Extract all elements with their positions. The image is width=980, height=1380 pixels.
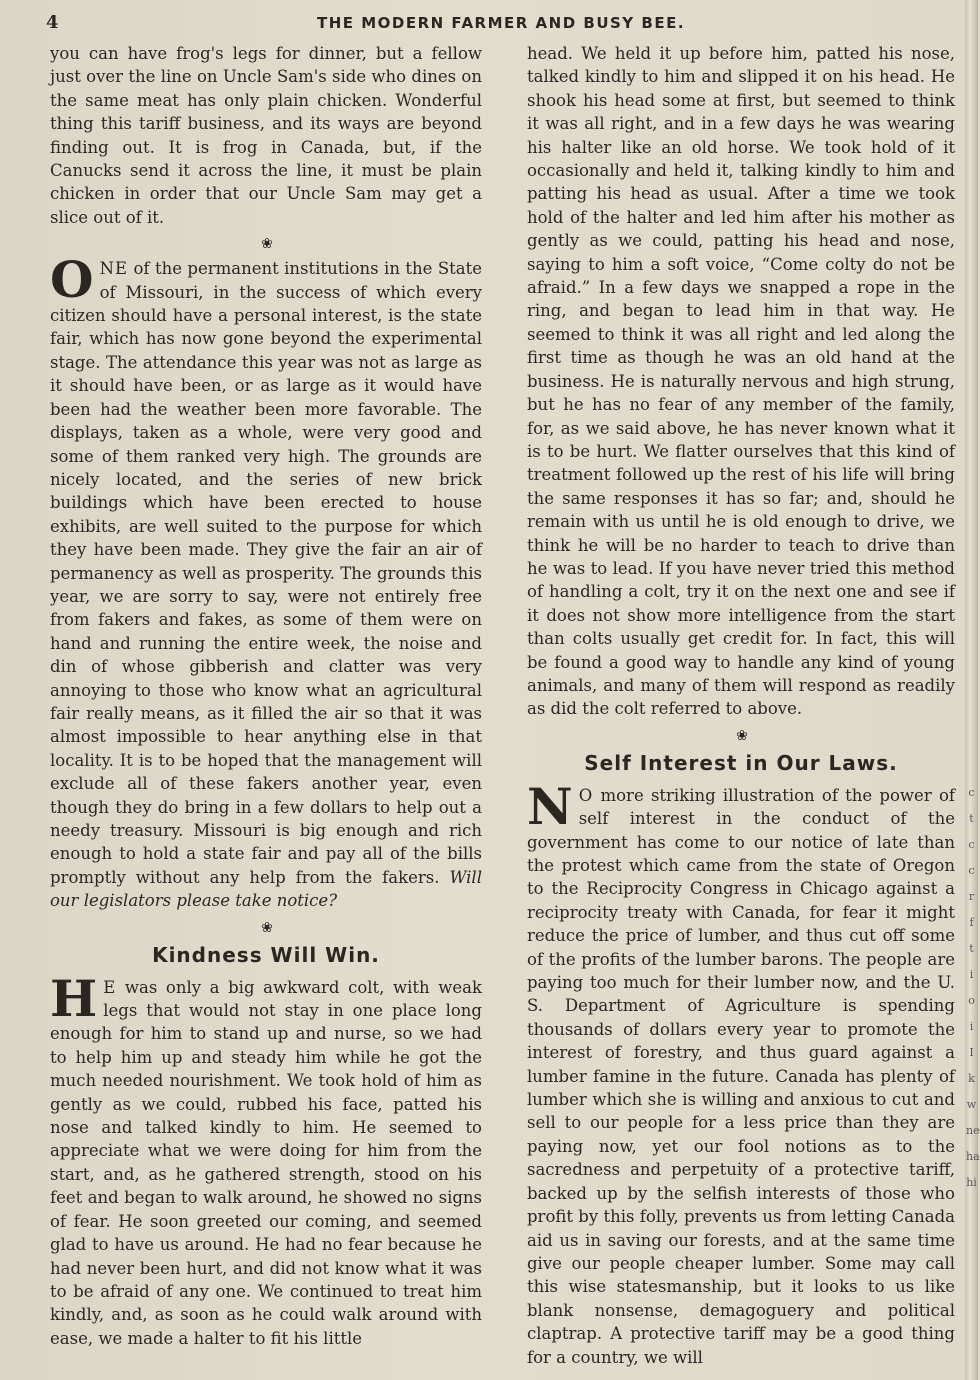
kindness-article xyxy=(50,968,482,1351)
article-body: of the permanent institutions in the State of Missouri, in the success of which every citizen should have a personal interest, is the state fair, which has now gone beyond the experimental stage. The attendance this year was not as large as it should have been, or as large as it would have been had the weather been more favorable. The displays, taken as a whole, were very good and some of them ranked very high. The grounds are nicely located, and the series of new brick buildings which have been erected to house exhibits, are well suited to the purpose for which they have been made. They give the fair an air of permanency as well as prosperity. The grounds this year, we are sorry to say, were not entirely free from fakers and fakes, as some of them were on hand and running the entire week, the noise and din of whose gibberish and clatter was very annoying to those who know what an agricultural fair really means, as it filled the air so that it was almost impossible to hear anything else in that locality. It is to be hoped that the management will exclude all of these fakers another year, even though they do bring in a few dollars to help out a needy treasury. Missouri is big enough and rich enough to hold a state fair and pay all of the bills promptly without any help from the fakers. xyxy=(50,259,482,887)
section-separator-ornament: ❀ xyxy=(261,236,271,253)
binding-spine xyxy=(965,0,978,1380)
left-column xyxy=(50,42,482,1350)
page-header xyxy=(46,12,956,34)
right-column xyxy=(527,42,955,1369)
article-body: more striking illustration of the power of self interest in the conduct of the government has come to our notice of late than the protest which came from the state of Oregon to the Reciprocity Congress in Chicago against a reciprocity treaty with Canada, for fear it might reduce the price of lumber, and thus cut off some of the profits of the lumber barons. The people are paying too much for their lumber now, and the U. S. Department of Agriculture is spending thousands of dollars every year to promote the interest of forestry, and thus guard against a lumber famine in the future. Canada has plenty of lumber which she is willing and anxious to cut and sell to our people for a less price than they are paying now, yet our fool notions as to the sacredness and perpetuity of a protective tariff, backed up by the selfish interests of those who profit by this folly, prevents us from letting Canada aid us in saving our forests, and at the same time give our people cheaper lumber. Some may call this wise statesmanship, but it looks to us like blank nonsense, demagoguery and political claptrap. A protective tariff may be a good thing for a country, we will xyxy=(527,785,955,1367)
section-separator-ornament: ❀ xyxy=(261,919,271,936)
drop-cap: H xyxy=(50,968,98,1028)
kindness-headline: Kindness Will Win. xyxy=(152,942,380,967)
page-number: 4 xyxy=(46,12,59,33)
first-word: O xyxy=(578,785,594,805)
closing-italic: Will our legislators please take notice? xyxy=(50,867,482,911)
drop-cap: O xyxy=(50,250,94,310)
first-word: E xyxy=(103,977,117,997)
self-interest-headline: Self Interest in Our Laws. xyxy=(584,750,898,775)
self-interest-article xyxy=(527,776,955,1369)
continuation-paragraph: you can have frog's legs for dinner, but a fellow just over the line on Uncle Sam's side who dines on the same meat has only plain chicken. Wonderful thing this tariff business, and its ways are beyond finding out. It is frog in Canada, but, if the Canucks send it across the line, it must be plain chicken in order that our Uncle Sam may get a slice out of it. xyxy=(50,44,482,227)
facing-page-fragments: c t c c r f t i o i I k w ne ha hi xyxy=(966,786,980,1189)
state-fair-article xyxy=(50,250,482,912)
drop-cap: N xyxy=(527,776,573,836)
continuation-paragraph: head. We held it up before him, patted his nose, talked kindly to him and slipped it on his head. He shook his head some at first, but seemed to think it was all right, and in a few days he was wearing his halter like an old horse. We took hold of it occasionally and held it, talking kindly to him and patting his head as usual. After a time we took hold of the halter and led him after his mother as gently as we could, patting his head and nose, saying to him a soft voice, “Come colty do not be afraid.” In a few days we snapped a rope in the ring, and began to lead him in that way. He seemed to think it was all right and led along the first time as though he was an old hand at the business. He is naturally nervous and high strung, but he has no fear of any member of the family, for, as we said above, he has never known what it is to be hurt. We flatter ourselves that this kind of treatment followed up the rest of his life will bring the same responses it has so far; and, should he remain with us until he is old enough to drive, we think he will be no harder to teach to drive than he was to lead. If you have never tried this method of handling a colt, try it on the next one and see if it does not show more intelligence from the start than colts usually get credit for. In fact, this will be found a good way to handle any kind of young animals, and many of them will respond as readily as did the colt referred to above. xyxy=(527,44,955,719)
section-separator-ornament: ❀ xyxy=(736,727,746,744)
first-word: NE xyxy=(99,259,129,279)
running-head: THE MODERN FARMER AND BUSY BEE. xyxy=(316,14,686,32)
article-body: was only a big awkward colt, with weak legs that would not stay in one place long enough for him to stand up and nurse, so we had to help him up and steady him while he got the much needed nourishment. We took hold of him as gently as we could, rubbed his face, patted his nose and talked kindly to him. He seemed to appreciate what we were doing for him from the start, and, as he gathered strength, stood on his feet and began to walk around, he showed no signs of fear. He soon greeted our coming, and seemed glad to have us around. He had no fear because he had never been hurt, and did not know what it was to be afraid of any one. We continued to treat him kindly, and, as soon as he could walk around with ease, we made a halter to fit his little xyxy=(50,977,482,1348)
